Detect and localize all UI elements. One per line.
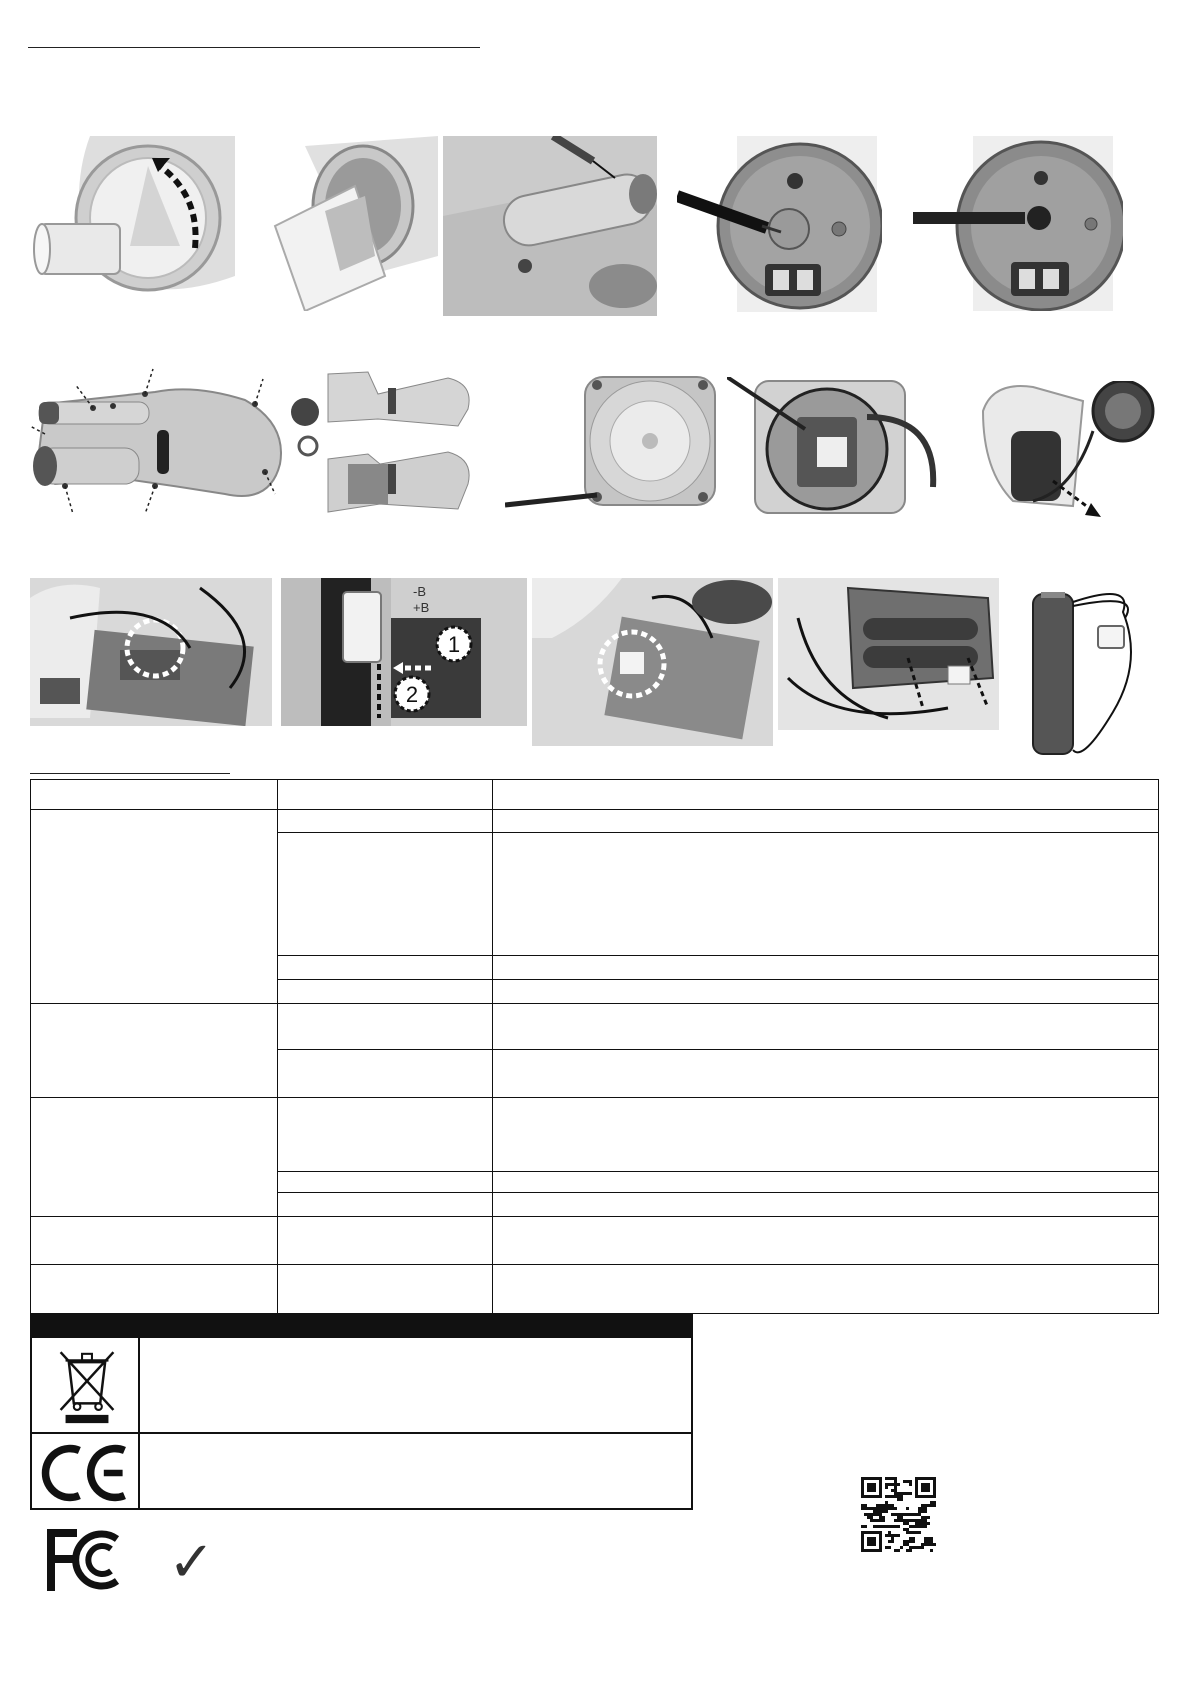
cup-rotate-photo-icon [30,136,235,295]
table-cell-solution [493,810,1159,833]
table-row [31,1217,1159,1265]
step-photo-back-cap-screwdriver [677,136,882,312]
step-photo-housing-halves [288,364,474,524]
table-cell-solution [493,1004,1159,1050]
back-cap-screwdriver-photo-icon [677,136,882,312]
motor-screw-photo-icon [913,136,1123,311]
table-cell-solution [493,1172,1159,1193]
crossed-bin-icon [54,1343,120,1429]
step-photo-single-battery [1023,582,1153,766]
motor-connector-photo-icon [532,578,773,746]
table-cell-solution [493,833,1159,956]
table-cell-cause [278,833,493,956]
filter-remove-photo-icon [245,136,438,311]
table-cell-cause [278,1004,493,1050]
table-cell-cause [278,1265,493,1314]
table-header-problem [31,780,278,810]
housing-halves-photo-icon [288,364,474,524]
table-header-solution [493,780,1159,810]
table-row [31,1098,1159,1172]
board-label-neg: -B [413,584,426,599]
table-cell-solution [493,1217,1159,1265]
step-photo-battery-pull [973,381,1168,523]
step-photo-pcb-connector [30,578,272,726]
table-row [31,1004,1159,1050]
table-cell-cause [278,1217,493,1265]
table-cell-problem [31,1217,278,1265]
step-marker-2: 2 [405,682,419,707]
disposal-box [30,1314,693,1510]
table-cell-problem [31,1265,278,1314]
table-cell-solution [493,1193,1159,1217]
step-photo-motor-cover [505,371,721,511]
table-cell-cause [278,1172,493,1193]
top-rule [28,47,480,48]
table-cell-solution [493,980,1159,1004]
step-photo-filter-remove [245,136,438,311]
weee-row [32,1338,691,1434]
step-photo-cup-rotate [30,136,235,295]
step-photo-handle-screw [443,136,657,316]
table-cell-cause [278,810,493,833]
handle-screw-photo-icon [443,136,657,316]
connector-release-photo-icon [281,578,527,726]
section-rule [30,773,230,774]
single-battery-photo-icon [1023,582,1153,766]
table-header-row [31,780,1159,810]
checkmark-icon: ✓ [168,1530,215,1595]
battery-pull-photo-icon [973,381,1168,523]
step-marker-1: 1 [447,632,461,657]
table-cell-cause [278,1050,493,1098]
table-cell-problem [31,810,278,1004]
table-cell-solution [493,1265,1159,1314]
step-photo-battery-pack [778,578,999,730]
table-cell-solution [493,956,1159,980]
table-header-cause [278,780,493,810]
step-photo-motor-screw [913,136,1123,311]
step-photo-connector-release [281,578,527,726]
table-cell-cause [278,1193,493,1217]
pcb-connector-photo-icon [30,578,272,726]
table-cell-problem [31,1098,278,1217]
step-photo-motor-board [727,377,953,517]
disposal-header [32,1319,38,1334]
motor-cover-photo-icon [505,371,721,511]
table-cell-solution [493,1098,1159,1172]
disposal-divider [138,1338,140,1508]
ce-mark-icon [38,1444,132,1502]
housing-screws-photo-icon [25,364,282,524]
table-row [31,1265,1159,1314]
table-cell-cause [278,1098,493,1172]
table-cell-problem [31,1004,278,1098]
disposal-header-bar [32,1316,691,1338]
table-cell-cause [278,980,493,1004]
table-cell-cause [278,956,493,980]
step-photo-motor-connector [532,578,773,746]
battery-pack-photo-icon [778,578,999,730]
table-cell-solution [493,1050,1159,1098]
motor-board-photo-icon [727,377,953,517]
qr-code-icon [861,1477,936,1552]
fcc-logo-icon [40,1525,132,1595]
troubleshooting-table [30,779,1159,1314]
board-label-pos: +B [413,600,430,615]
step-photo-housing-screws [25,364,282,524]
table-row [31,810,1159,833]
